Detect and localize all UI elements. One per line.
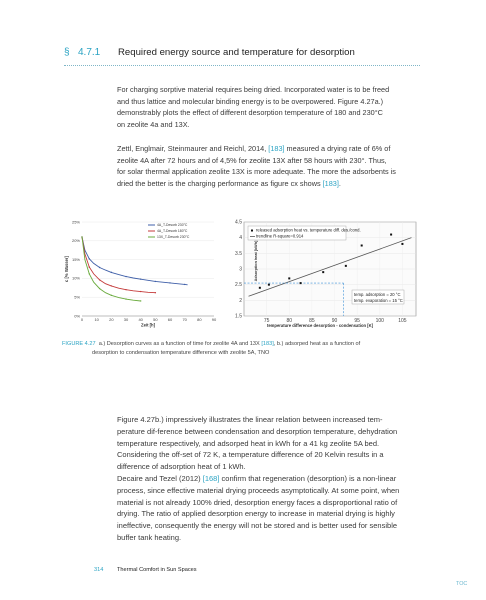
data-point (390, 234, 392, 236)
x-tick-label: 60 (167, 317, 173, 322)
citation-link[interactable]: [183] (322, 178, 339, 188)
legend-marker (251, 230, 253, 232)
x-tick-label: 50 (153, 317, 158, 322)
text-line: drying. The ratio of applied desorption energy to increase in material drying is highly (117, 509, 395, 519)
data-point (288, 277, 290, 279)
data-point (322, 271, 324, 273)
x-tick-label: 70 (182, 317, 187, 322)
text-line: For charging sorptive material requires being dried. Incorporated water is to be freed (117, 85, 390, 94)
data-point (125, 289, 126, 290)
citation-link[interactable]: [168] (202, 474, 220, 483)
data-point (99, 267, 100, 268)
data-point (99, 288, 100, 289)
y-tick-label: 5% (74, 294, 80, 300)
page-number: 314 (94, 567, 104, 573)
x-axis-label: Zeit [h] (141, 322, 155, 328)
data-point (89, 273, 90, 274)
y-tick-label: 4.5 (235, 219, 242, 226)
text-line: material is not already 100% dried, desorption energy faces a disproportional ratio of (117, 497, 398, 507)
legend-label: trendline R-square=0.914 (256, 233, 304, 239)
y-tick-label: 20% (71, 238, 80, 244)
x-tick-label: 80 (197, 317, 202, 322)
data-point (89, 258, 90, 259)
text-line: Zettl, Englmair, Steinmaurer and Reichl, 2014, [183] measured a drying rate of 6% of (117, 144, 391, 153)
x-tick-label: 40 (138, 317, 143, 322)
data-point (401, 243, 403, 245)
y-tick-label: 3 (239, 266, 242, 273)
data-point (140, 300, 141, 301)
data-point (125, 298, 126, 299)
data-point (155, 281, 156, 282)
text-line: on zeolite 4a and 13X. (117, 119, 190, 129)
y-axis-label: c [% Wasser] (64, 256, 69, 282)
legend-label: 13X_T-Desorb 230°C (157, 235, 190, 239)
paragraph-4 (117, 473, 447, 544)
text-line: process, since effective material drying proceeds asymptotically. At some point, when (117, 485, 400, 495)
data-point (81, 236, 82, 237)
y-tick-label: 10% (71, 275, 80, 281)
data-point (111, 295, 112, 296)
x-tick-label: 30 (123, 317, 129, 322)
text-line: difference of adsorption heat of 1 kWh. (117, 462, 246, 472)
x-tick-label: 0 (80, 317, 84, 322)
text-line: ineffective, consequently the energy will not be stored and is better used for sensible (117, 521, 398, 531)
data-point (140, 278, 141, 279)
data-point (89, 266, 90, 267)
text-line: for solar thermal application zeolite 13X is more adequate. The more the adsorbents is (117, 167, 396, 177)
x-tick-label: 80 (286, 318, 293, 324)
section-symbol: § (64, 47, 70, 58)
text-line: dried the better is the charging performance as figure cx shows [183]. (117, 178, 341, 188)
data-point (259, 287, 261, 289)
data-point (111, 272, 112, 273)
chart-adsorption-heat (226, 216, 420, 328)
section-number: 4.7.1 (78, 47, 101, 58)
section-heading (64, 47, 420, 66)
x-tick-label: 95 (354, 318, 360, 324)
data-point (184, 284, 185, 285)
x-axis-label: temperature difference desorption - condensation [K] (266, 323, 374, 328)
data-point (99, 279, 100, 280)
data-point (140, 291, 141, 292)
text-line: Decaire and Tezel (2012) [168] confirm that regeneration (desorption) is a non-linear (117, 474, 397, 483)
paragraph-2 (117, 143, 455, 189)
annotation-text: temp. evaporation = 15 °C (354, 298, 403, 303)
citation-link[interactable]: [183] (268, 144, 285, 153)
book-title: Thermal Comfort in Sun Spaces (117, 567, 197, 573)
figure-caption: FIGURE 4.27 a.) Desorption curves as a function of time for zeolite 4A and 13X [183], b.) adsorped heat as a function of desorption to condensation temperature difference with zeolite 5A, TNO (62, 341, 361, 356)
series-line-2 (82, 237, 155, 293)
x-tick-label: 10 (94, 317, 99, 322)
x-tick-label: 75 (263, 318, 270, 324)
y-tick-label: 4 (239, 235, 242, 242)
data-point (268, 284, 270, 286)
data-point (345, 265, 347, 267)
paragraph-1 (117, 84, 455, 130)
y-tick-label: 15% (71, 256, 80, 262)
y-tick-label: 2 (239, 297, 242, 304)
text-line: zeolite 4A after 72 hours and of 4,5% for zeolite 13X after 58 hours with 230°. Thus, (117, 155, 387, 165)
text-line: demonstrably plots the effect of different desorption temperature of 180 and 230°C (117, 108, 383, 118)
x-tick-label: 90 (331, 318, 338, 324)
section-title: Required energy source and temperature for desorption (118, 47, 355, 58)
text-line: perature dif-ference between condensation and desorption temperature, dehydration (117, 426, 398, 436)
data-point (111, 285, 112, 286)
data-point (125, 276, 126, 277)
legend-label: 4A_T-Desorb 180°C (157, 229, 188, 233)
text-line: Considering the off-set of 72 K, a temperature difference of 20 Kelvin results in a (117, 450, 384, 460)
toc-link[interactable]: TOC (456, 581, 468, 587)
text-line: and thus lattice and molecular binding energy is to be overpowered. Figure 4.27a.) (117, 96, 384, 106)
legend-label: released adsorption heat vs. temperature diff. des./cond. (256, 227, 361, 233)
legend-label: 4A_T-Desorb 230°C (157, 223, 188, 227)
text-line: buffer tank heating. (117, 532, 182, 542)
data-point (155, 292, 156, 293)
x-tick-label: 90 (211, 317, 217, 322)
citation-link[interactable]: [183] (261, 341, 274, 347)
chart-desorption-curves (62, 216, 222, 328)
y-tick-label: 1.5 (235, 313, 242, 320)
y-tick-label: 2.5 (235, 282, 242, 289)
x-tick-label: 100 (375, 318, 384, 324)
y-tick-label: 25% (71, 219, 80, 225)
text-line: temperature respectively, and adsorped heat in kWh for a 41 kg zeolite 5A bed. (117, 438, 380, 448)
text-line: Figure 4.27b.) impressively illustrates the linear relation between increased tem- (117, 415, 383, 424)
annotation-text: temp. adsorption = 20 °C (354, 292, 401, 297)
data-point (300, 282, 302, 284)
x-tick-label: 105 (398, 318, 407, 324)
x-tick-label: 85 (309, 318, 315, 324)
y-axis-label: Adsorption heat [kWh] (254, 240, 258, 282)
y-tick-label: 3.5 (235, 250, 242, 257)
x-tick-label: 20 (109, 317, 114, 322)
y-tick-label: 0% (74, 313, 80, 319)
figure-label: FIGURE 4.27 (62, 341, 96, 347)
data-point (169, 282, 170, 283)
data-point (361, 245, 363, 247)
paragraph-3 (117, 414, 447, 473)
